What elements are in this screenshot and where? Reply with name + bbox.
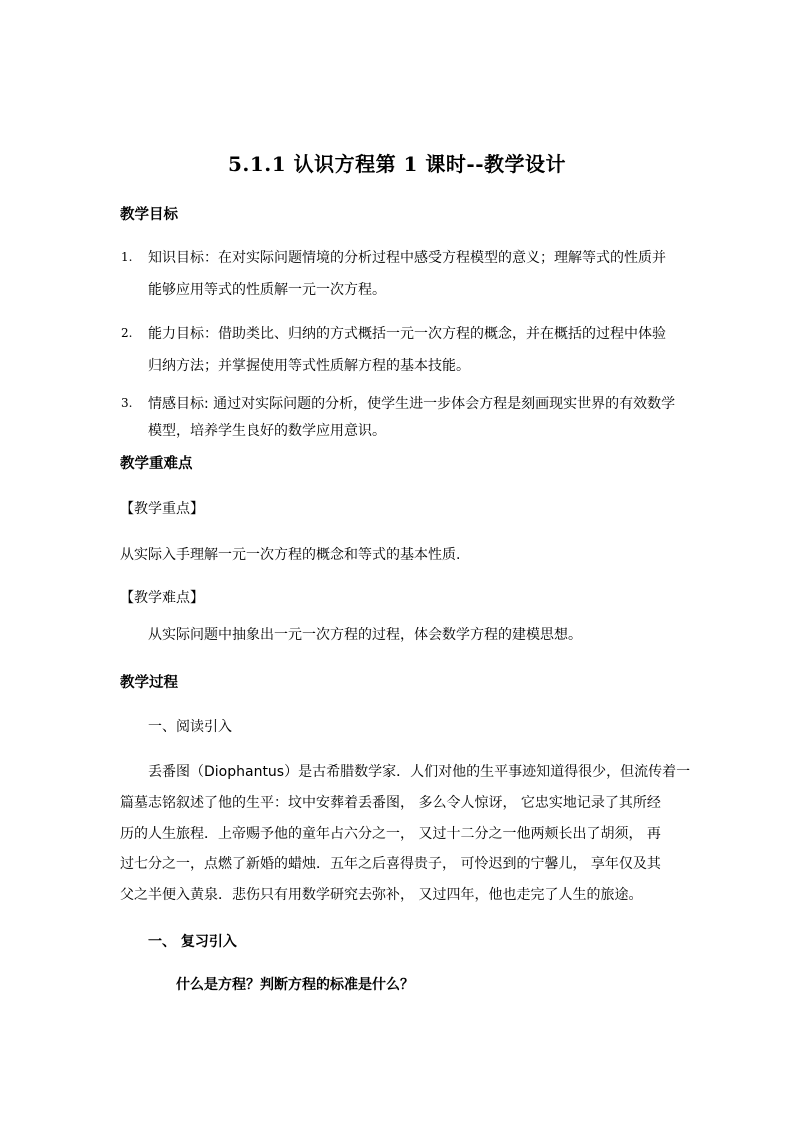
goal-text-line: 归纳方法；并掌握使用等式性质解方程的基本技能。 — [148, 358, 470, 374]
story-line: 丢番图（Diophantus）是古希腊数学家．人们对他的生平事迹知道得很少，但流传着一 — [148, 764, 691, 780]
step2-heading: 一、 复习引入 — [148, 934, 237, 950]
difficulty-heading: 教学重难点 — [120, 456, 193, 472]
process-heading: 教学过程 — [120, 675, 178, 691]
goals-heading: 教学目标 — [120, 207, 178, 223]
document-title: 5.1.1 认识方程第 1 课时--教学设计 — [227, 152, 567, 176]
goal-text-line: 能够应用等式的性质解一元一次方程。 — [148, 282, 386, 298]
key-point-label: 【教学重点】 — [120, 501, 204, 517]
difficult-point-text: 从实际问题中抽象出一元一次方程的过程，体会数学方程的建模思想。 — [148, 627, 582, 643]
goal-text-line: 知识目标：在对实际问题情境的分析过程中感受方程模型的意义；理解等式的性质并 — [148, 250, 666, 266]
goal-number: 2. — [121, 326, 133, 340]
goal-text-line: 情感目标: 通过对实际问题的分析，使学生进一步体会方程是刻画现实世界的有效数学 — [148, 396, 676, 412]
goal-text-line: 能力目标：借助类比、归纳的方式概括一元一次方程的概念，并在概括的过程中体验 — [148, 326, 666, 342]
story-line: 过七分之一，点燃了新婚的蜡烛．五年之后喜得贵子， 可怜迟到的宁馨儿， 享年仅及其 — [120, 856, 661, 872]
review-question: 什么是方程？判断方程的标准是什么？ — [176, 977, 414, 993]
step1-heading: 一、阅读引入 — [148, 719, 232, 735]
goal-number: 3. — [121, 396, 133, 410]
goal-number: 1. — [121, 250, 133, 264]
goal-text-line: 模型，培养学生良好的数学应用意识。 — [148, 423, 386, 439]
story-line: 篇墓志铭叙述了他的生平：坟中安葬着丢番图， 多么令人惊讶， 它忠实地记录了其所经 — [120, 795, 661, 811]
key-point-text: 从实际入手理解一元一次方程的概念和等式的基本性质. — [120, 547, 461, 563]
story-line: 父之半便入黄泉．悲伤只有用数学研究去弥补， 又过四年，他也走完了人生的旅途。 — [120, 887, 643, 903]
story-line: 历的人生旅程．上帝赐予他的童年占六分之一， 又过十二分之一他两颊长出了胡须， 再 — [120, 826, 661, 842]
difficult-point-label: 【教学难点】 — [120, 590, 204, 606]
